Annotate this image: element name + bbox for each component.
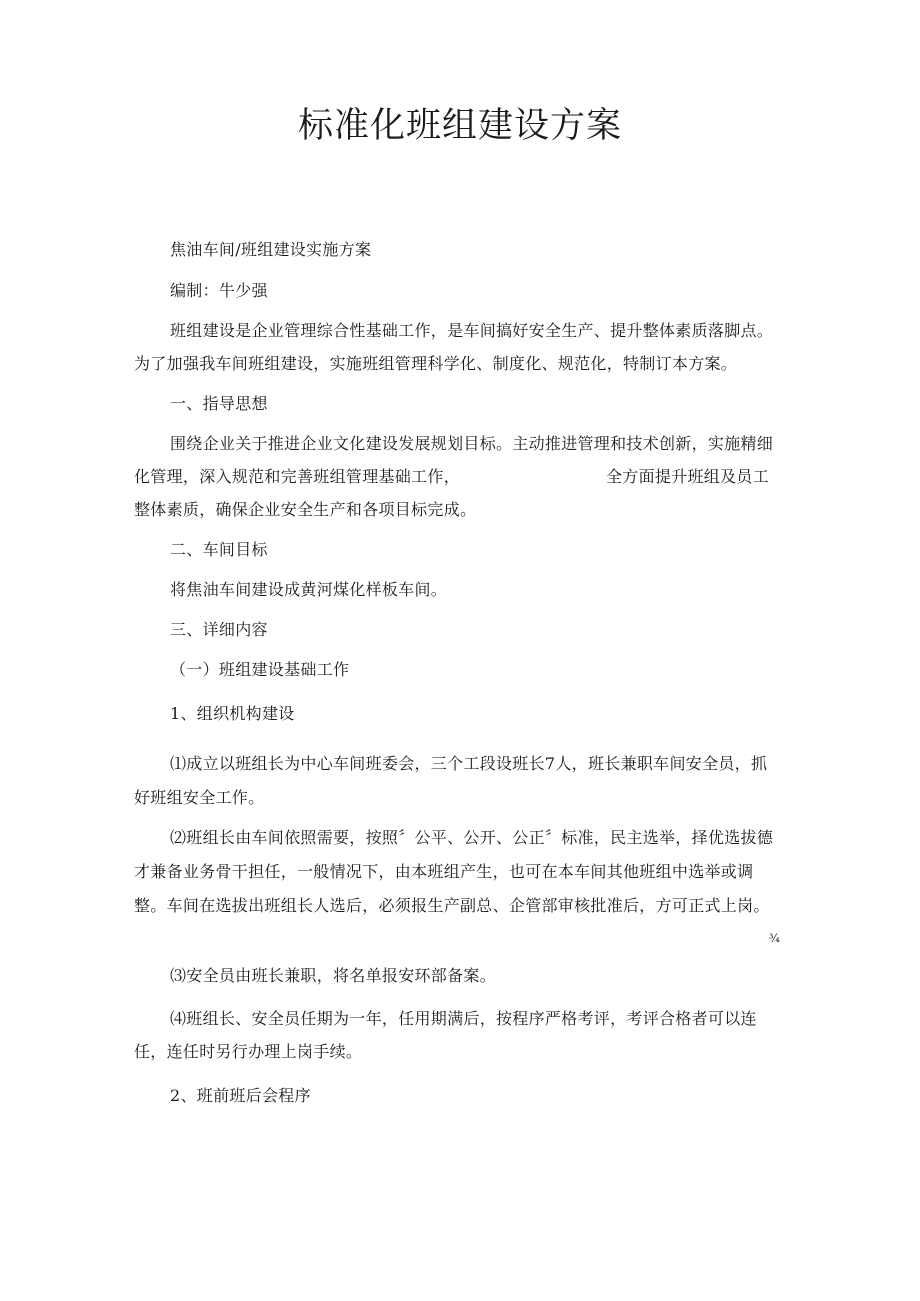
- subsection-heading: 1、组织机构建设: [170, 704, 295, 723]
- subtitle-line: 焦油车间/班组建设实施方案: [170, 240, 372, 259]
- fraction-mark: ¾: [769, 932, 780, 945]
- section-heading: 三、详细内容: [170, 620, 268, 639]
- paragraph-line: 围绕企业关于推进企业文化建设发展规划目标。主动推进管理和技术创新，实施精细: [170, 434, 774, 453]
- paragraph-line: 任，连任时另行办理上岗手续。: [134, 1042, 363, 1061]
- paragraph-line: 整体素质，确保企业安全生产和各项目标完成。: [134, 500, 477, 519]
- author-line: 编制：牛少强: [170, 281, 268, 300]
- paragraph-line: 整。车间在选拔出班组长人选后，必须报生产副总、企管部审核批准后，方可正式上岗。: [134, 896, 770, 915]
- paragraph-line: ⑷班组长、安全员任期为一年，任用期满后，按程序严格考评，考评合格者可以连: [170, 1009, 757, 1028]
- subsection-heading: 2、班前班后会程序: [170, 1086, 311, 1105]
- section-heading: 一、指导思想: [170, 394, 268, 413]
- paragraph-line: ⑴成立以班组长为中心车间班委会，三个工段设班长7人，班长兼职车间安全员，抓: [170, 754, 768, 773]
- paragraph-line: 才兼备业务骨干担任，一般情况下，由本班组产生，也可在本车间其他班组中选举或调: [134, 862, 754, 881]
- paragraph-line: 化管理，深入规范和完善班组管理基础工作，: [134, 467, 461, 486]
- paragraph-line: ⑵班组长由车间依照需要，按照〞公平、公开、公正〞标准，民主选举，择优选拔德: [170, 828, 774, 847]
- paragraph-line: ⑶安全员由班长兼职，将名单报安环部备案。: [170, 966, 497, 985]
- paragraph-line: 为了加强我车间班组建设，实施班组管理科学化、制度化、规范化，特制订本方案。: [134, 354, 738, 373]
- subsection-heading: （一）班组建设基础工作: [170, 660, 350, 679]
- document-title: 标准化班组建设方案: [297, 106, 622, 146]
- paragraph-line: 班组建设是企业管理综合性基础工作，是车间搞好安全生产、提升整体素质落脚点。: [170, 321, 774, 340]
- paragraph-line: 将焦油车间建设成黄河煤化样板车间。: [170, 580, 448, 599]
- paragraph-line: 好班组安全工作。: [134, 788, 265, 807]
- paragraph-line-tail: 全方面提升班组及员工: [606, 467, 770, 486]
- section-heading: 二、车间目标: [170, 540, 268, 559]
